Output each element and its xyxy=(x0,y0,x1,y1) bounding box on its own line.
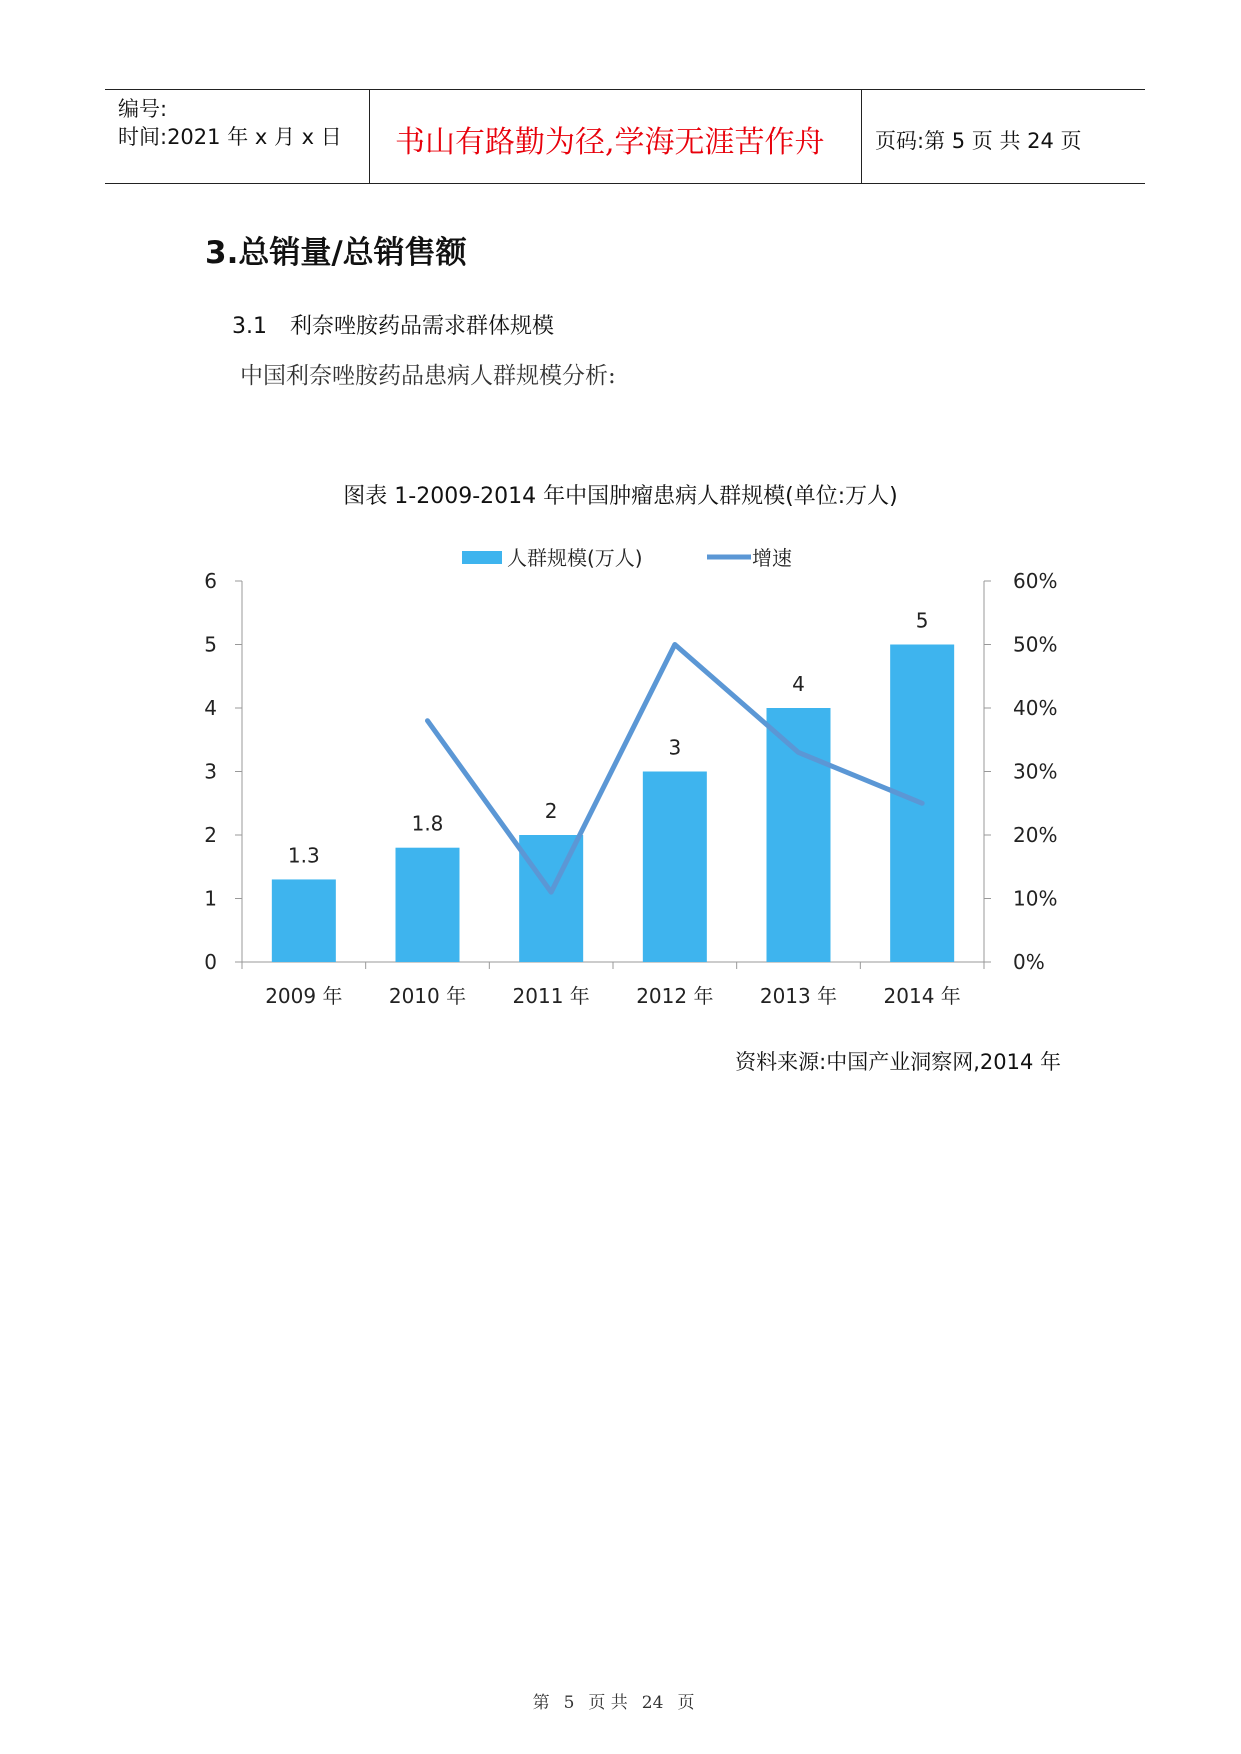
bar xyxy=(272,879,336,962)
right-y-tick-label: 0% xyxy=(1013,950,1045,974)
right-y-tick-label: 40% xyxy=(1013,696,1058,720)
subsection-number: 3.1 xyxy=(232,314,267,339)
bar xyxy=(519,835,583,962)
source-note: 资料来源:中国产业洞察网,2014 年 xyxy=(735,1050,1061,1074)
bar xyxy=(643,772,707,963)
bar-data-label: 3 xyxy=(668,735,682,760)
legend-bar-swatch xyxy=(462,551,502,564)
footer-page: 5 xyxy=(563,1693,575,1713)
left-y-tick-label: 4 xyxy=(204,696,217,720)
left-y-tick-label: 3 xyxy=(204,759,217,784)
right-y-tick-label: 60% xyxy=(1013,569,1058,593)
footer-total: 24 xyxy=(641,1693,664,1713)
legend-bar-label: 人群规模(万人) xyxy=(507,546,643,570)
page-footer xyxy=(0,1688,1241,1713)
bar-data-label: 1.8 xyxy=(411,811,444,836)
x-tick-label: 2010 年 xyxy=(388,984,467,1008)
x-tick-label: 2011 年 xyxy=(512,984,590,1008)
header-number-label: 编号: xyxy=(118,97,168,121)
right-y-tick-label: 30% xyxy=(1013,759,1058,784)
x-tick-label: 2013 年 xyxy=(759,984,838,1008)
section-title: 3.总销量/总销售额 xyxy=(205,235,467,271)
bar-data-label: 1.3 xyxy=(287,843,320,868)
bar-data-label: 5 xyxy=(915,608,929,633)
left-y-tick-label: 2 xyxy=(204,823,217,847)
x-tick-label: 2009 年 xyxy=(265,984,343,1008)
subsection-title: 利奈唑胺药品需求群体规模 xyxy=(290,314,555,339)
left-y-tick-label: 0 xyxy=(204,950,217,974)
left-y-tick-label: 6 xyxy=(204,569,217,593)
right-y-tick-label: 10% xyxy=(1013,886,1058,911)
bar-data-label: 4 xyxy=(792,672,805,696)
left-y-tick-label: 5 xyxy=(204,632,217,657)
x-tick-label: 2014 年 xyxy=(883,984,961,1008)
bar xyxy=(767,708,831,962)
footer-suffix: 页 xyxy=(677,1693,695,1713)
right-y-tick-label: 50% xyxy=(1013,632,1058,657)
bar-data-label: 2 xyxy=(544,799,558,823)
footer-mid: 页 共 xyxy=(588,1693,628,1713)
header-time-label: 时间:2021 年 x 月 x 日 xyxy=(118,125,342,149)
legend-line-label: 增速 xyxy=(752,546,792,570)
left-y-tick-label: 1 xyxy=(204,886,217,911)
right-y-tick-label: 20% xyxy=(1013,823,1058,847)
intro-paragraph: 中国利奈唑胺药品患病人群规模分析: xyxy=(240,363,616,389)
x-tick-label: 2012 年 xyxy=(636,984,714,1008)
header-motto: 书山有路勤为径,学海无涯苦作舟 xyxy=(395,125,825,160)
header-page-label: 页码:第 5 页 共 24 页 xyxy=(875,129,1082,153)
footer-prefix: 第 xyxy=(532,1693,550,1713)
bar xyxy=(396,848,460,962)
chart-title: 图表 1-2009-2014 年中国肿瘤患病人群规模(单位:万人) xyxy=(343,484,898,509)
